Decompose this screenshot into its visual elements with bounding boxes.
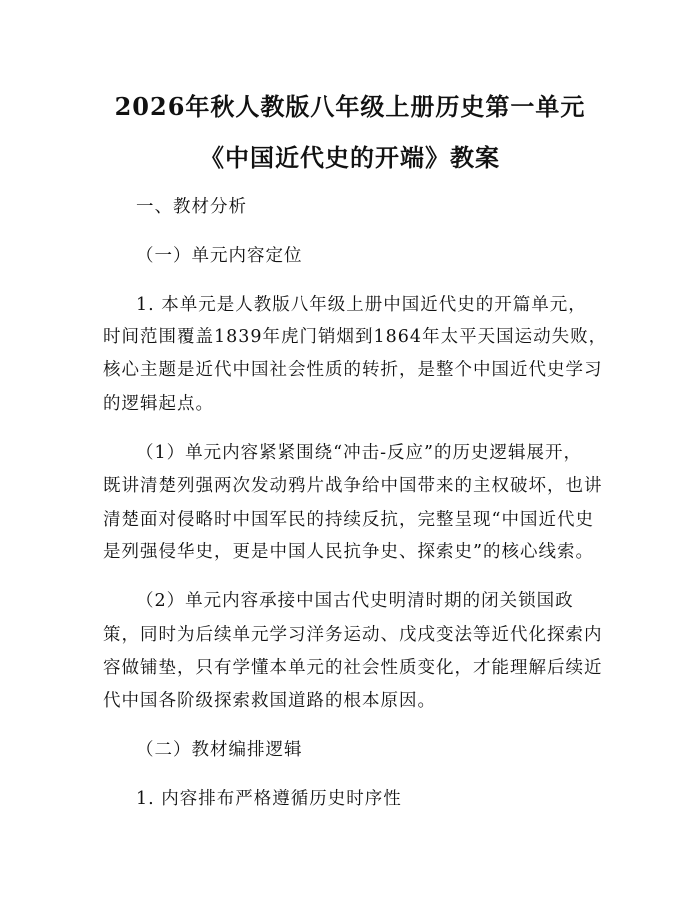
paragraph-1-line-3: 核心主题是近代中国社会性质的转折，是整个中国近代史学习 [103,360,603,380]
paragraph-3-line-2: 策，同时为后续单元学习洋务运动、戊戌变法等近代化探索内 [103,625,603,645]
subsection-heading-layout-logic: （二）教材编排逻辑 [136,740,303,760]
paragraph-1-line-4: 的逻辑起点。 [103,394,214,414]
paragraph-3-line-1: （2）单元内容承接中国古代史明清时期的闭关锁国政 [136,591,574,611]
paragraph-2-line-4: 是列强侵华史，更是中国人民抗争史、探索史”的核心线索。 [103,542,594,562]
document-title-line-1: 2026年秋人教版八年级上册历史第一单元 [114,92,586,121]
document-title-line-2: 《中国近代史的开端》教案 [200,143,500,172]
subsection-heading-unit-positioning: （一）单元内容定位 [136,246,303,266]
paragraph-4-line-1: 1. 内容排布严格遵循历史时序性 [136,789,402,809]
paragraph-3-line-3: 容做铺垫，只有学懂本单元的社会性质变化，才能理解后续近 [103,658,603,678]
paragraph-2-line-2: 既讲清楚列强两次发动鸦片战争给中国带来的主权破坏，也讲 [103,476,603,496]
section-heading-textbook-analysis: 一、教材分析 [136,197,247,217]
paragraph-1-line-1: 1. 本单元是人教版八年级上册中国近代史的开篇单元， [136,295,587,315]
paragraph-1-line-2: 时间范围覆盖1839年虎门销烟到1864年太平天国运动失败， [103,327,608,347]
paragraph-2-line-1: （1）单元内容紧紧围绕“冲击-反应”的历史逻辑展开， [136,443,582,463]
paragraph-2-line-3: 清楚面对侵略时中国军民的持续反抗，完整呈现“中国近代史 [103,510,594,530]
paragraph-3-line-4: 代中国各阶级探索救国道路的根本原因。 [103,691,436,711]
